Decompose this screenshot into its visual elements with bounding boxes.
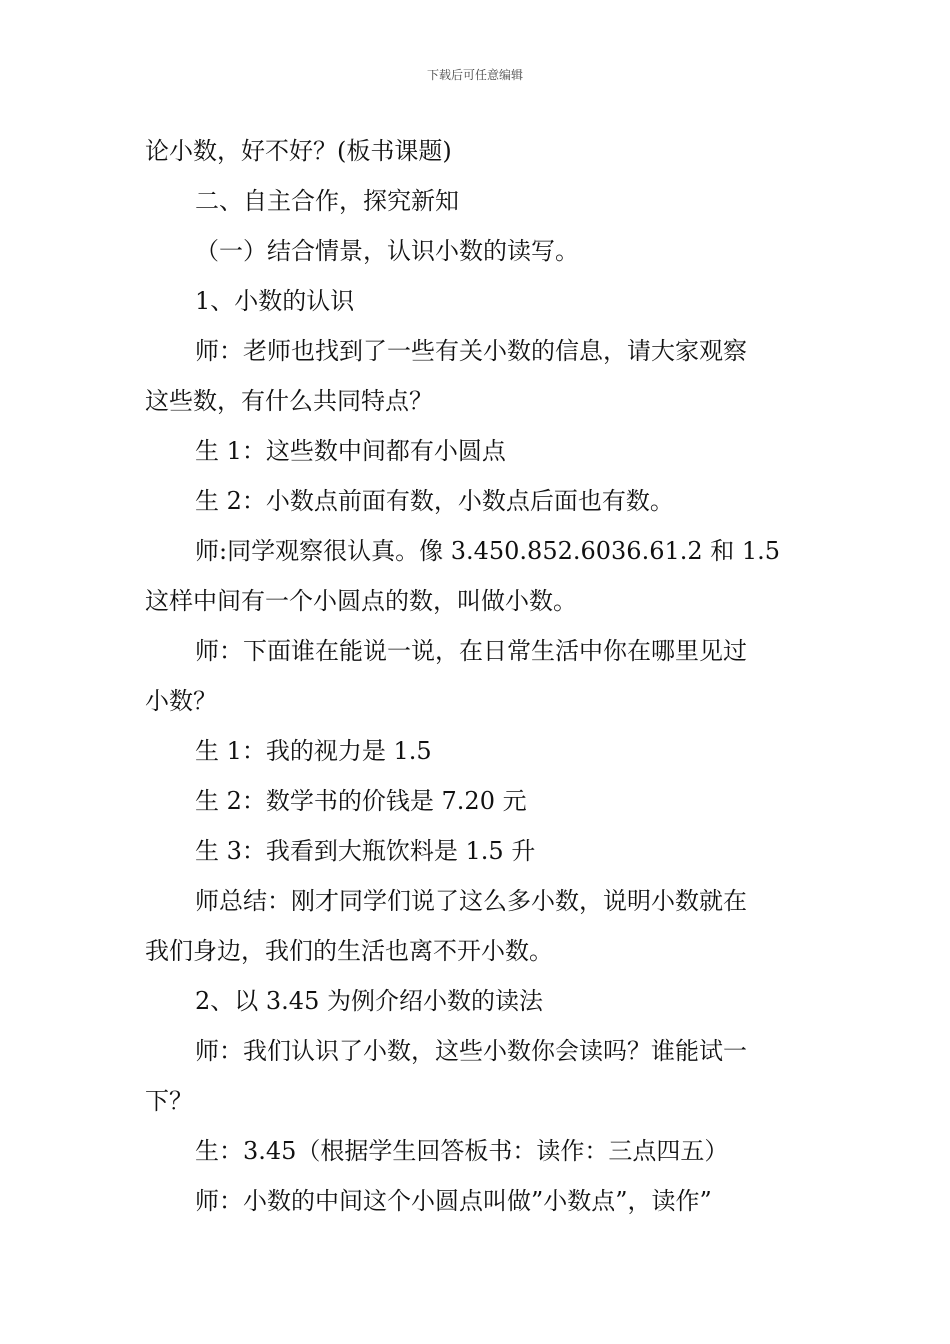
text-line: 生 1：我的视力是 1.5	[195, 737, 432, 765]
text-line: 生：3.45（根据学生回答板书：读作：三点四五）	[195, 1137, 729, 1165]
text-line: 师：下面谁在能说一说，在日常生活中你在哪里见过	[195, 637, 747, 665]
document-body	[145, 126, 811, 1226]
text-line: 二、自主合作，探究新知	[195, 187, 459, 215]
text-line: （一）结合情景，认识小数的读写。	[195, 237, 579, 265]
text-line: 2、以 3.45 为例介绍小数的读法	[195, 987, 543, 1015]
text-line: 师:同学观察很认真。像 3.450.852.6036.61.2 和 1.5	[195, 537, 781, 565]
text-line: 这样中间有一个小圆点的数，叫做小数。	[145, 587, 577, 615]
text-line: 师：小数的中间这个小圆点叫做”小数点”，读作”	[195, 1187, 712, 1215]
text-line: 我们身边，我们的生活也离不开小数。	[145, 937, 553, 965]
text-line: 下？	[145, 1087, 193, 1115]
text-line: 师：我们认识了小数，这些小数你会读吗？谁能试一	[195, 1037, 747, 1065]
page-header: 下载后可任意编辑	[426, 68, 523, 82]
text-line: 生 1：这些数中间都有小圆点	[195, 437, 506, 465]
text-line: 生 2：小数点前面有数，小数点后面也有数。	[195, 487, 674, 515]
text-line: 小数？	[145, 687, 217, 715]
text-line: 1、小数的认识	[195, 287, 355, 315]
text-line: 师总结：刚才同学们说了这么多小数，说明小数就在	[195, 887, 747, 915]
text-line: 这些数，有什么共同特点？	[145, 387, 433, 415]
text-line: 生 3：我看到大瓶饮料是 1.5 升	[195, 837, 536, 865]
text-line: 生 2：数学书的价钱是 7.20 元	[195, 787, 527, 815]
text-line: 师：老师也找到了一些有关小数的信息，请大家观察	[195, 337, 747, 365]
text-line: 论小数，好不好？(板书课题)	[145, 137, 452, 165]
